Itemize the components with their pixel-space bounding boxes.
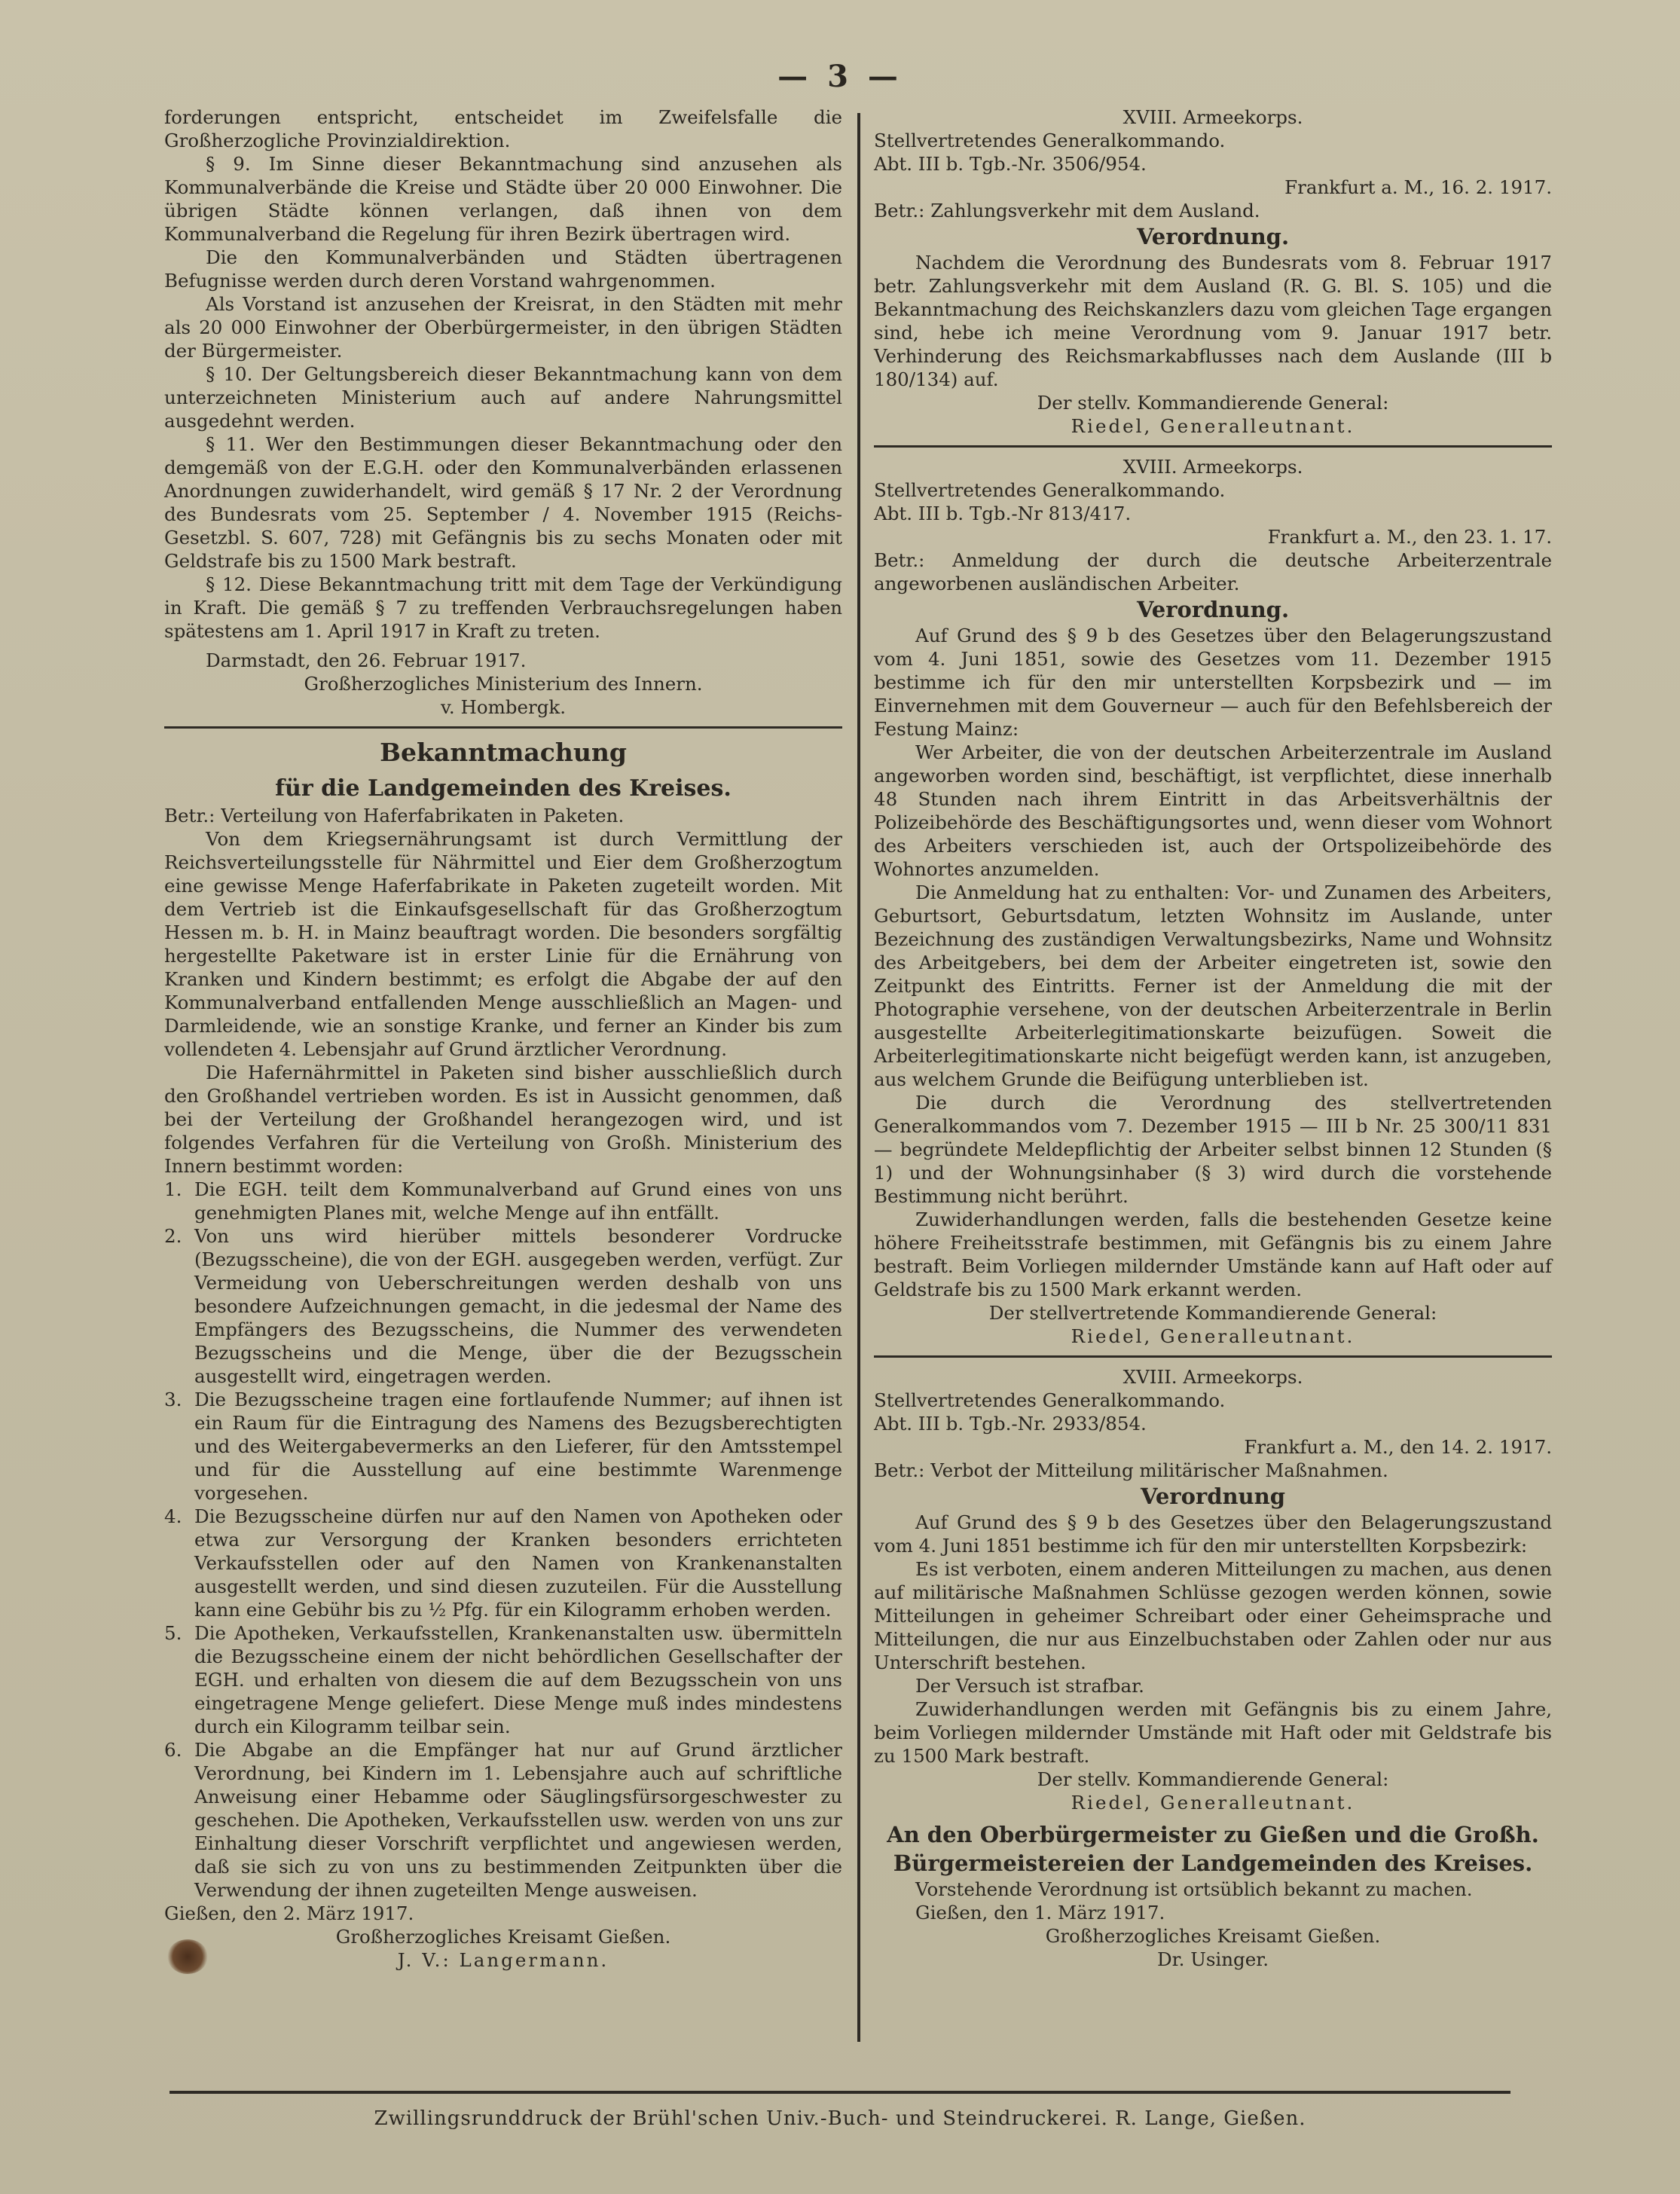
list-item: 6. Die Abgabe an die Empfänger hat nur auf Grund ärztlicher Verordnung, bei Kindern im 1. Lebensjahre auch auf schriftliche Anweisung einer Hebamme oder Säuglingsfürsorgeschwester zu geschehen. Die Apotheken, Verkaufsstellen usw. werden von uns zur Einhaltung dieser Vorschrift verpflichtet und angewiesen werden, daß sie sich zu von uns zu bestimmenden Zeitpunkten über die Verwendung der ihnen zugeteilten Menge ausweisen. (164, 1739, 842, 1901)
signature-title: Der stellv. Kommandierende General: (1037, 1768, 1389, 1790)
paragraph: § 10. Der Geltungsbereich dieser Bekanntmachung kann von dem unterzeichneten Ministerium auch auf andere Nahrungsmittel ausgedehnt werden. (164, 363, 842, 432)
date-line: Frankfurt a. M., den 14. 2. 1917. (1244, 1436, 1552, 1458)
list-item: 1. Die EGH. teilt dem Kommunalverband auf Grund eines von uns genehmigten Planes mit, welche Menge auf ihn entfällt. (164, 1178, 842, 1224)
office-name: Großherzogliches Kreisamt Gießen. (335, 1926, 671, 1948)
printer-imprint: Zwillingsrunddruck der Brühl'schen Univ.-Buch- und Steindruckerei. R. Lange, Gießen. (374, 2107, 1306, 2130)
reference-number: Abt. III b. Tgb.-Nr 813/417. (874, 503, 1132, 524)
office-name: Großherzogliches Kreisamt Gießen. (1045, 1925, 1381, 1947)
command-name: Stellvertretendes Generalkommando. (874, 1389, 1226, 1411)
date-line: Gießen, den 1. März 1917. (915, 1902, 1165, 1924)
paragraph: Die Anmeldung hat zu enthalten: Vor- und Zunamen des Arbeiters, Geburtsort, Geburtsdatum, letzten Wohnsitz im Auslande, unter Bezeichnung des zuständigen Verwaltungsbezirks, Name und Wohnsitz des Arbeitgebers, bei dem der Arbeiter eingetreten ist, sowie den Zeitpunkt des Eintritts. Ferner ist der Anmeldung die mit der Photographie versehene, von der deutschen Arbeiterzentrale in Berlin ausgestellte Arbeiterlegitimationskarte beizufügen. Soweit die Arbeiterlegitimationskarte nicht beigefügt werden kann, ist anzugeben, aus welchem Grunde die Beifügung unterblieben ist. (874, 882, 1552, 1090)
paragraph: Zuwiderhandlungen werden mit Gefängnis bis zu einem Jahre, beim Vorliegen mildernder Umstände mit Haft oder mit Geldstrafe bis zu 1500 Mark bestraft. (874, 1698, 1552, 1767)
signature: J. V.: Langermann. (397, 1949, 609, 1971)
ordinance-title: Verordnung. (1136, 597, 1290, 622)
date-line: Frankfurt a. M., den 23. 1. 17. (1267, 526, 1552, 548)
subject-line: Betr.: Verbot der Mitteilung militärischer Maßnahmen. (874, 1459, 1388, 1481)
column-divider (857, 113, 860, 2042)
paragraph: Die den Kommunalverbänden und Städten übertragenen Befugnisse werden durch deren Vorstand wahrgenommen. (164, 246, 842, 292)
subject-line: Betr.: Zahlungsverkehr mit dem Ausland. (874, 200, 1260, 222)
paragraph: Von dem Kriegsernährungsamt ist durch Vermittlung der Reichsverteilungsstelle für Nährmittel und Eier dem Großherzogtum eine gewisse Menge Haferfabrikate in Paketen zugeteilt worden. Mit dem Vertrieb ist die Einkaufsgesellschaft für das Großherzogtum Hessen m. b. H. in Mainz beauftragt worden. Die besonders sorgfältig hergestellte Paketware ist in erster Linie für die Ernährung von Kranken und Kindern bestimmt; es erfolgt die Abgabe der auf den Kommunalverband entfallenden Menge ausschließlich an Magen- und Darmleidende, wie an sonstige Kranke, und ferner an Kinder bis zum vollendeten 4. Lebensjahr auf Grund ärztlicher Verordnung. (164, 828, 842, 1060)
paragraph: Zuwiderhandlungen werden, falls die bestehenden Gesetze keine höhere Freiheitsstrafe bestimmen, mit Gefängnis bis zu einem Jahre bestraft. Beim Vorliegen mildernder Umstände kann auf Haft oder auf Geldstrafe bis zu 1500 Mark erkannt werden. (874, 1209, 1552, 1300)
signature: Riedel, Generalleutnant. (1071, 1792, 1355, 1814)
notice-title: Bekanntmachung (380, 738, 627, 767)
date-line: Gießen, den 2. März 1917. (164, 1902, 414, 1924)
corps-name: XVIII. Armeekorps. (1123, 106, 1303, 128)
ministry-name: Großherzogliches Ministerium des Innern. (304, 673, 703, 695)
paragraph: Die Hafernährmittel in Paketen sind bisher ausschließlich durch den Großhandel vertrieben worden. Es ist in Aussicht genommen, daß bei der Verteilung der Großhandel herangezogen wird, und ist folgendes Verfahren für die Verteilung von Großh. Ministerium des Innern bestimmt worden: (164, 1062, 842, 1177)
date-line: Frankfurt a. M., 16. 2. 1917. (1284, 176, 1552, 198)
subject-line: Betr.: Anmeldung der durch die deutsche Arbeiterzentrale angeworbenen ausländischen Arbeiter. (874, 549, 1552, 594)
paragraph: § 12. Diese Bekanntmachung tritt mit dem Tage der Verkündigung in Kraft. Die gemäß § 7 zu treffenden Verbrauchsregelungen haben spätestens am 1. April 1917 in Kraft zu treten. (164, 573, 842, 642)
signature-title: Der stellvertretende Kommandierende General: (988, 1302, 1437, 1324)
paragraph: Auf Grund des § 9 b des Gesetzes über den Belagerungszustand vom 4. Juni 1851 bestimme ich für den mir unterstellten Korpsbezirk: (874, 1511, 1552, 1557)
list-item: 4. Die Bezugsscheine dürfen nur auf den Namen von Apotheken oder etwa zur Versorgung der Kranken besonders errichteten Verkaufsstellen oder auf den Namen von Krankenanstalten ausgestellt werden, und sind diesen zuzuteilen. Für die Ausstellung kann eine Gebühr bis zu ½ Pfg. für ein Kilogramm erhoben werden. (164, 1505, 842, 1621)
corps-name: XVIII. Armeekorps. (1123, 456, 1303, 478)
reference-number: Abt. III b. Tgb.-Nr. 2933/854. (874, 1413, 1147, 1435)
paragraph: Nachdem die Verordnung des Bundesrats vom 8. Februar 1917 betr. Zahlungsverkehr mit dem Ausland (R. G. Bl. S. 105) und die Bekanntmachung des Reichskanzlers dazu vom gleichen Tage ergangen sind, hebe ich meine Verordnung vom 9. Januar 1917 betr. Verhinderung des Reichsmarkabflusses nach dem Auslande (III b 180/134) auf. (874, 252, 1552, 390)
paragraph: Als Vorstand ist anzusehen der Kreisrat, in den Städten mit mehr als 20 000 Einwohner der Oberbürgermeister, in den übrigen Städten der Bürgermeister. (164, 293, 842, 362)
paragraph: Die durch die Verordnung des stellvertretenden Generalkommandos vom 7. Dezember 1915 — III b Nr. 25 300/11 831 — begründete Meldepflichtig der Arbeiter selbst binnen 12 Stunden (§ 1) und der Wohnungsinhaber (§ 3) wird durch die vorstehende Bestimmung nicht berührt. (874, 1092, 1552, 1207)
paragraph: Wer Arbeiter, die von der deutschen Arbeiterzentrale im Ausland angeworben worden sind, beschäftigt, ist verpflichtet, diese innerhalb 48 Stunden nach ihrem Eintritt in das Arbeitsverhältnis der Polizeibehörde des Beschäftigungsortes und, wenn dieser vom Wohnort des Arbeiters verschieden ist, auch der Ortspolizeibehörde des Wohnortes anzumelden. (874, 741, 1552, 880)
notice-title: An den Oberbürgermeister zu Gießen und die Großh. Bürgermeistereien der Landgemeinden des Kreises. (887, 1822, 1539, 1876)
paragraph: § 11. Wer den Bestimmungen dieser Bekanntmachung oder den demgemäß von der E.G.H. oder den Kommunalverbänden erlassenen Anordnungen zuwiderhandelt, wird gemäß § 17 Nr. 2 der Verordnung des Bundesrats vom 25. September / 4. November 1915 (Reichs-Gesetzbl. S. 607, 728) mit Gefängnis bis zu sechs Monaten oder mit Geldstrafe bis zu 1500 Mark bestraft. (164, 433, 842, 572)
paragraph: forderungen entspricht, entscheidet im Zweifelsfalle die Großherzogliche Provinzialdirektion. (164, 106, 842, 151)
signature-title: Der stellv. Kommandierende General: (1037, 392, 1389, 414)
list-item: 2. Von uns wird hierüber mittels besonderer Vordrucke (Bezugsscheine), die von der EGH. ausgegeben werden, verfügt. Zur Vermeidung von Ueberschreitungen werden deshalb von uns besondere Aufzeichnungen gemacht, in die jedesmal der Name des Empfängers des Bezugsscheins, die Nummer des verwendeten Bezugsscheins und die Menge, über die der Bezugsschein ausgestellt wird, eingetragen werden. (164, 1225, 842, 1387)
signature: Dr. Usinger. (1156, 1948, 1269, 1970)
ordinance-title: Verordnung. (1136, 224, 1290, 249)
footer-divider (170, 2091, 1510, 2094)
signature: Riedel, Generalleutnant. (1071, 1325, 1355, 1347)
left-column (164, 105, 842, 1972)
paragraph: Vorstehende Verordnung ist ortsüblich bekannt zu machen. (915, 1878, 1473, 1900)
paragraph: Der Versuch ist strafbar. (915, 1675, 1144, 1697)
paragraph: Es ist verboten, einem anderen Mitteilungen zu machen, aus denen auf militärische Maßnahmen Schlüsse gezogen werden können, sowie Mitteilungen in geheimer Schreibart oder einer Geheimsprache und Mitteilungen, die nur aus Einzelbuchstaben oder Zahlen oder nur aus Unterschrift bestehen. (874, 1558, 1552, 1673)
paragraph: Auf Grund des § 9 b des Gesetzes über den Belagerungszustand vom 4. Juni 1851, sowie des Gesetzes vom 11. Dezember 1915 bestimme ich für den mir unterstellten Korpsbezirk und — im Einvernehmen mit dem Gouverneur — auch für den Befehlsbereich der Festung Mainz: (874, 625, 1552, 740)
date-line: Darmstadt, den 26. Februar 1917. (206, 649, 527, 671)
corps-name: XVIII. Armeekorps. (1123, 1366, 1303, 1388)
list-item: 5. Die Apotheken, Verkaufsstellen, Krankenanstalten usw. übermitteln die Bezugsscheine einem der nicht behördlichen Gesellschafter der EGH. und erhalten von diesem die auf dem Bezugsschein von uns eingetragene Menge geliefert. Diese Menge muß indes mindestens durch ein Kilogramm teilbar sein. (164, 1622, 842, 1737)
signature: Riedel, Generalleutnant. (1071, 415, 1355, 437)
divider (164, 726, 842, 729)
page-number: — 3 — (777, 59, 903, 94)
notice-subtitle: für die Landgemeinden des Kreises. (275, 775, 732, 802)
command-name: Stellvertretendes Generalkommando. (874, 130, 1226, 151)
ordinance-title: Verordnung (1141, 1484, 1285, 1509)
paragraph: § 9. Im Sinne dieser Bekanntmachung sind anzusehen als Kommunalverbände die Kreise und Städte über 20 000 Einwohner. Die übrigen Städte können verlangen, daß ihnen von dem Kommunalverband die Regelung für ihren Bezirk übertragen wird. (164, 153, 842, 245)
divider (874, 1355, 1552, 1358)
right-column (874, 105, 1552, 1971)
list-item: 3. Die Bezugsscheine tragen eine fortlaufende Nummer; auf ihnen ist ein Raum für die Eintragung des Namens des Bezugsberechtigten und des Weitergabevermerks an den Lieferer, für den Amtsstempel und für die Ausstellung auf eine bestimmte Warenmenge vorgesehen. (164, 1389, 842, 1504)
divider (874, 445, 1552, 448)
command-name: Stellvertretendes Generalkommando. (874, 479, 1226, 501)
ink-stain (167, 1939, 208, 1974)
signature: v. Hombergk. (440, 696, 567, 718)
reference-number: Abt. III b. Tgb.-Nr. 3506/954. (874, 153, 1147, 175)
subject-line: Betr.: Verteilung von Haferfabrikaten in Paketen. (164, 805, 625, 827)
